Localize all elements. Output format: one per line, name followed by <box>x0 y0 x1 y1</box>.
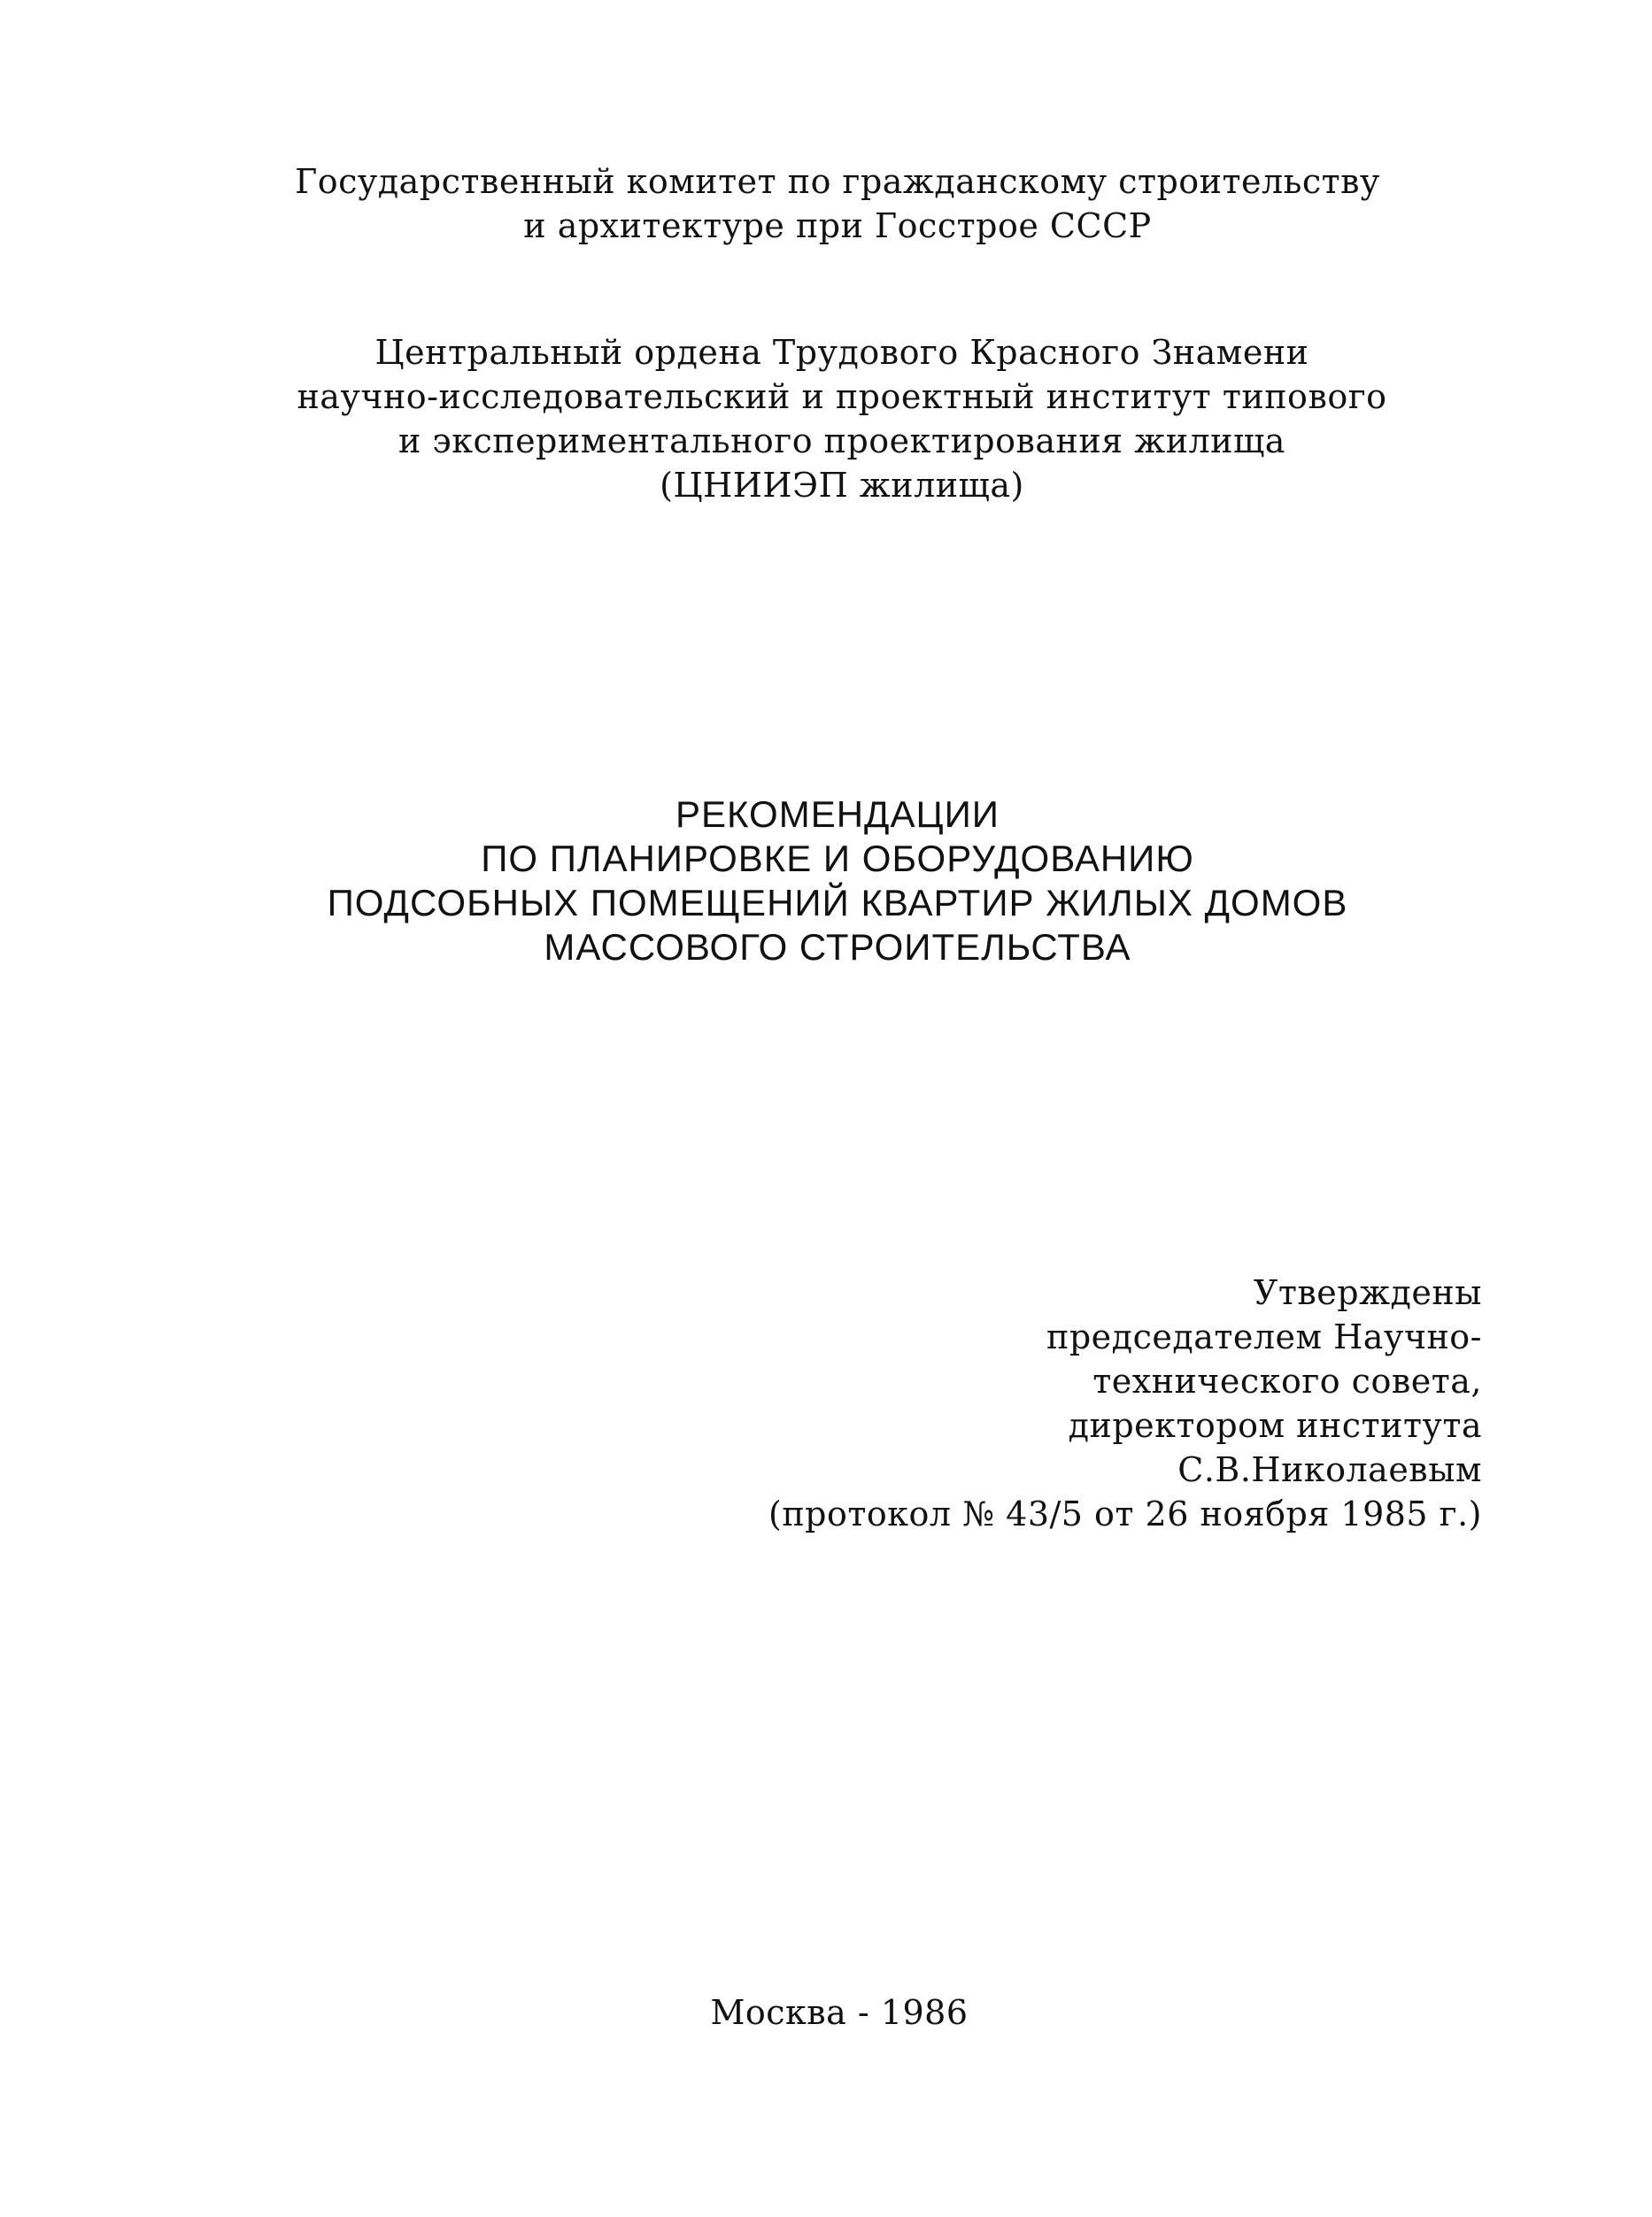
document-title <box>0 792 1652 969</box>
institute-line: (ЦНИИЭП жилища) <box>660 466 1024 505</box>
institute-line: и экспериментального проектирования жилища <box>398 421 1285 460</box>
title-line: ПО ПЛАНИРОВКЕ И ОБОРУДОВАНИЮ <box>481 838 1194 879</box>
title-line: ПОДСОБНЫХ ПОМЕЩЕНИЙ КВАРТИР ЖИЛЫХ ДОМОВ <box>327 882 1348 923</box>
place-year-footer <box>0 1990 1652 2035</box>
institute-line: Центральный ордена Трудового Красного Знамени <box>374 333 1309 372</box>
approval-line: Утверждены <box>1253 1273 1482 1312</box>
ministry-line: и архитектуре при Госстрое СССР <box>523 206 1152 245</box>
approval-line: С.В.Николаевым <box>1177 1450 1482 1489</box>
approval-line: технического совета, <box>1092 1362 1482 1401</box>
approval-protocol: (протокол № 43/5 от 26 ноября 1985 г.) <box>768 1495 1482 1533</box>
ministry-line: Государственный комитет по гражданскому строительству <box>295 162 1380 201</box>
institute-header <box>0 330 1652 507</box>
place-year: Москва - 1986 <box>710 1993 969 2032</box>
ministry-header <box>0 159 1652 248</box>
approval-line: председателем Научно- <box>1046 1317 1482 1356</box>
approval-line: директором института <box>1068 1406 1482 1445</box>
institute-line: научно-исследовательский и проектный институт типового <box>297 377 1387 416</box>
title-line: МАССОВОГО СТРОИТЕЛЬСТВА <box>544 926 1131 968</box>
title-line: РЕКОМЕНДАЦИИ <box>675 793 1000 835</box>
approval-note <box>768 1271 1482 1536</box>
